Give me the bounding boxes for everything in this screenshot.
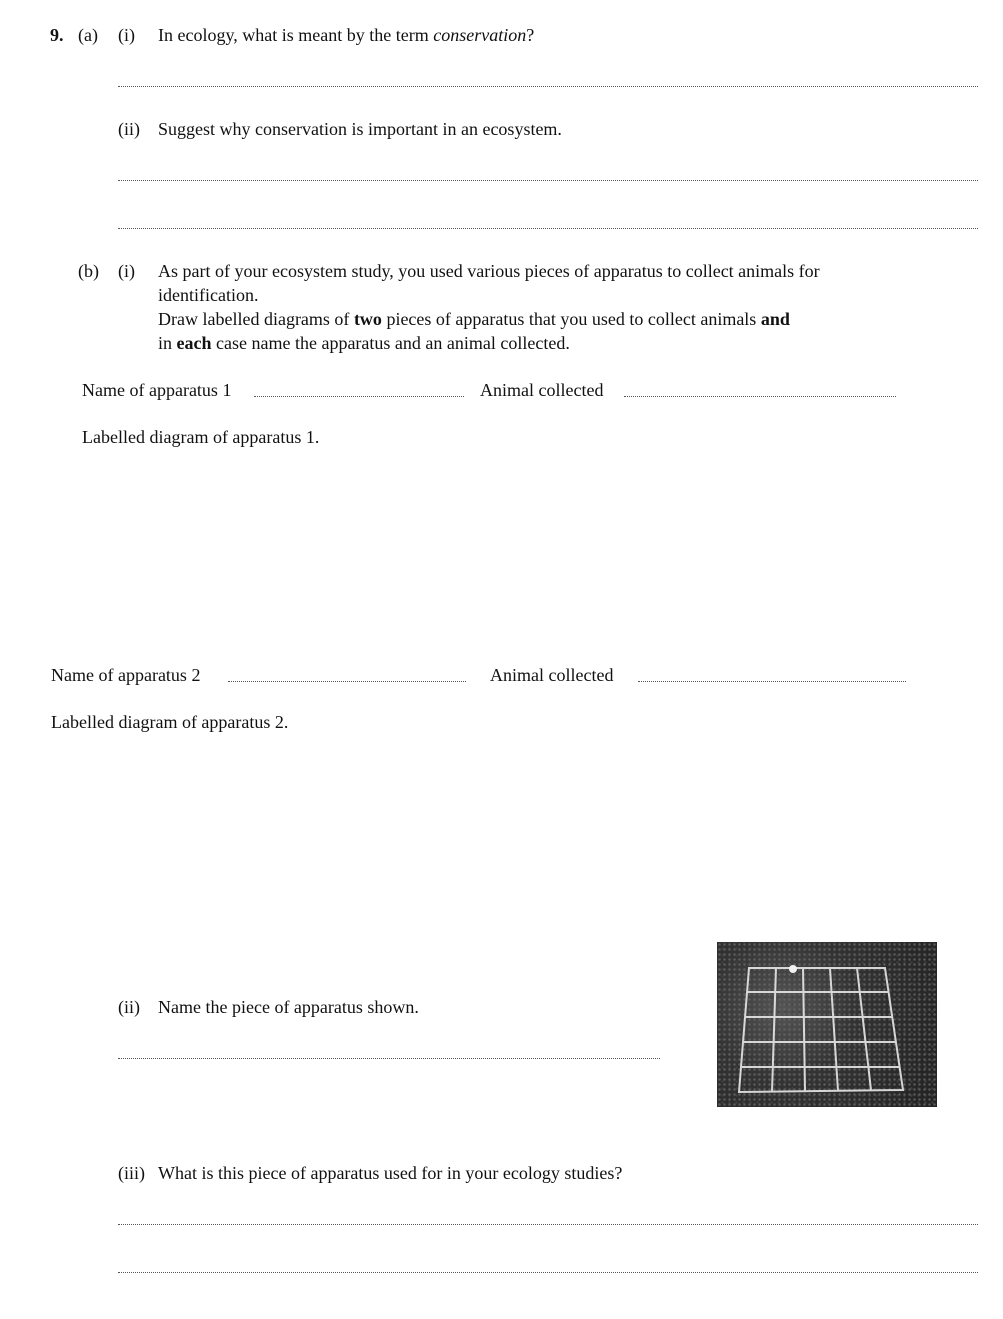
question-b-i-line2: identification. [158,285,259,305]
question-b-iii-text: What is this piece of apparatus used for in your ecology studies? [158,1163,623,1183]
apparatus2-diagram-area[interactable] [51,740,671,940]
apparatus1-diagram-area[interactable] [82,455,962,650]
quadrat-grid-image [717,942,937,1107]
subpart-a-ii-label: (ii) [118,119,140,139]
quadrat-photo [717,942,937,1107]
question-b-i-line4 [158,331,570,355]
question-number: 9. [50,25,64,45]
question-b-i-line3-b: two [353,309,382,329]
apparatus2-name-field[interactable] [228,681,466,682]
part-b-label: (b) [78,261,99,281]
question-b-i-line3-c: pieces of apparatus that you used to collect animals [381,309,761,329]
apparatus1-diagram-label: Labelled diagram of apparatus 1. [82,427,320,447]
question-b-ii-text: Name the piece of apparatus shown. [158,997,419,1017]
answer-line-b-ii[interactable] [118,1058,660,1059]
apparatus1-animal-field[interactable] [624,396,896,397]
answer-line-b-iii-2[interactable] [118,1272,978,1273]
question-b-i-line3-a: Draw labelled diagrams of [158,309,354,329]
question-b-i-line3-d: and [760,309,790,329]
subpart-b-iii-label: (iii) [118,1163,145,1183]
apparatus1-name-field[interactable] [254,396,464,397]
answer-line-a-ii-1[interactable] [118,180,978,181]
answer-line-a-i[interactable] [118,86,978,87]
answer-line-b-iii-1[interactable] [118,1224,978,1225]
question-a-i-text-before: In ecology, what is meant by the term [158,25,434,45]
answer-line-a-ii-2[interactable] [118,228,978,229]
apparatus2-animal-field[interactable] [638,681,906,682]
apparatus2-name-label: Name of apparatus 2 [51,665,201,685]
question-b-i-line4-a: in [158,333,177,353]
apparatus1-animal-label: Animal collected [480,380,604,400]
question-a-ii-text: Suggest why conservation is important in an ecosystem. [158,119,562,139]
apparatus2-diagram-label: Labelled diagram of apparatus 2. [51,712,289,732]
part-a-label: (a) [78,25,98,45]
question-b-i-line4-c: case name the apparatus and an animal collected. [211,333,570,353]
apparatus2-animal-label: Animal collected [490,665,614,685]
question-b-i-line3 [158,307,790,331]
question-a-i-text-after: ? [526,25,535,45]
question-b-i-line4-b: each [176,333,212,353]
subpart-a-i-label: (i) [118,25,135,45]
subpart-b-i-label: (i) [118,261,135,281]
question-a-i-text [158,23,534,47]
apparatus1-name-label: Name of apparatus 1 [82,380,232,400]
question-a-i-term: conservation [433,25,527,45]
question-b-i-line1: As part of your ecosystem study, you used various pieces of apparatus to collect animals for [158,261,820,281]
subpart-b-ii-label: (ii) [118,997,140,1017]
